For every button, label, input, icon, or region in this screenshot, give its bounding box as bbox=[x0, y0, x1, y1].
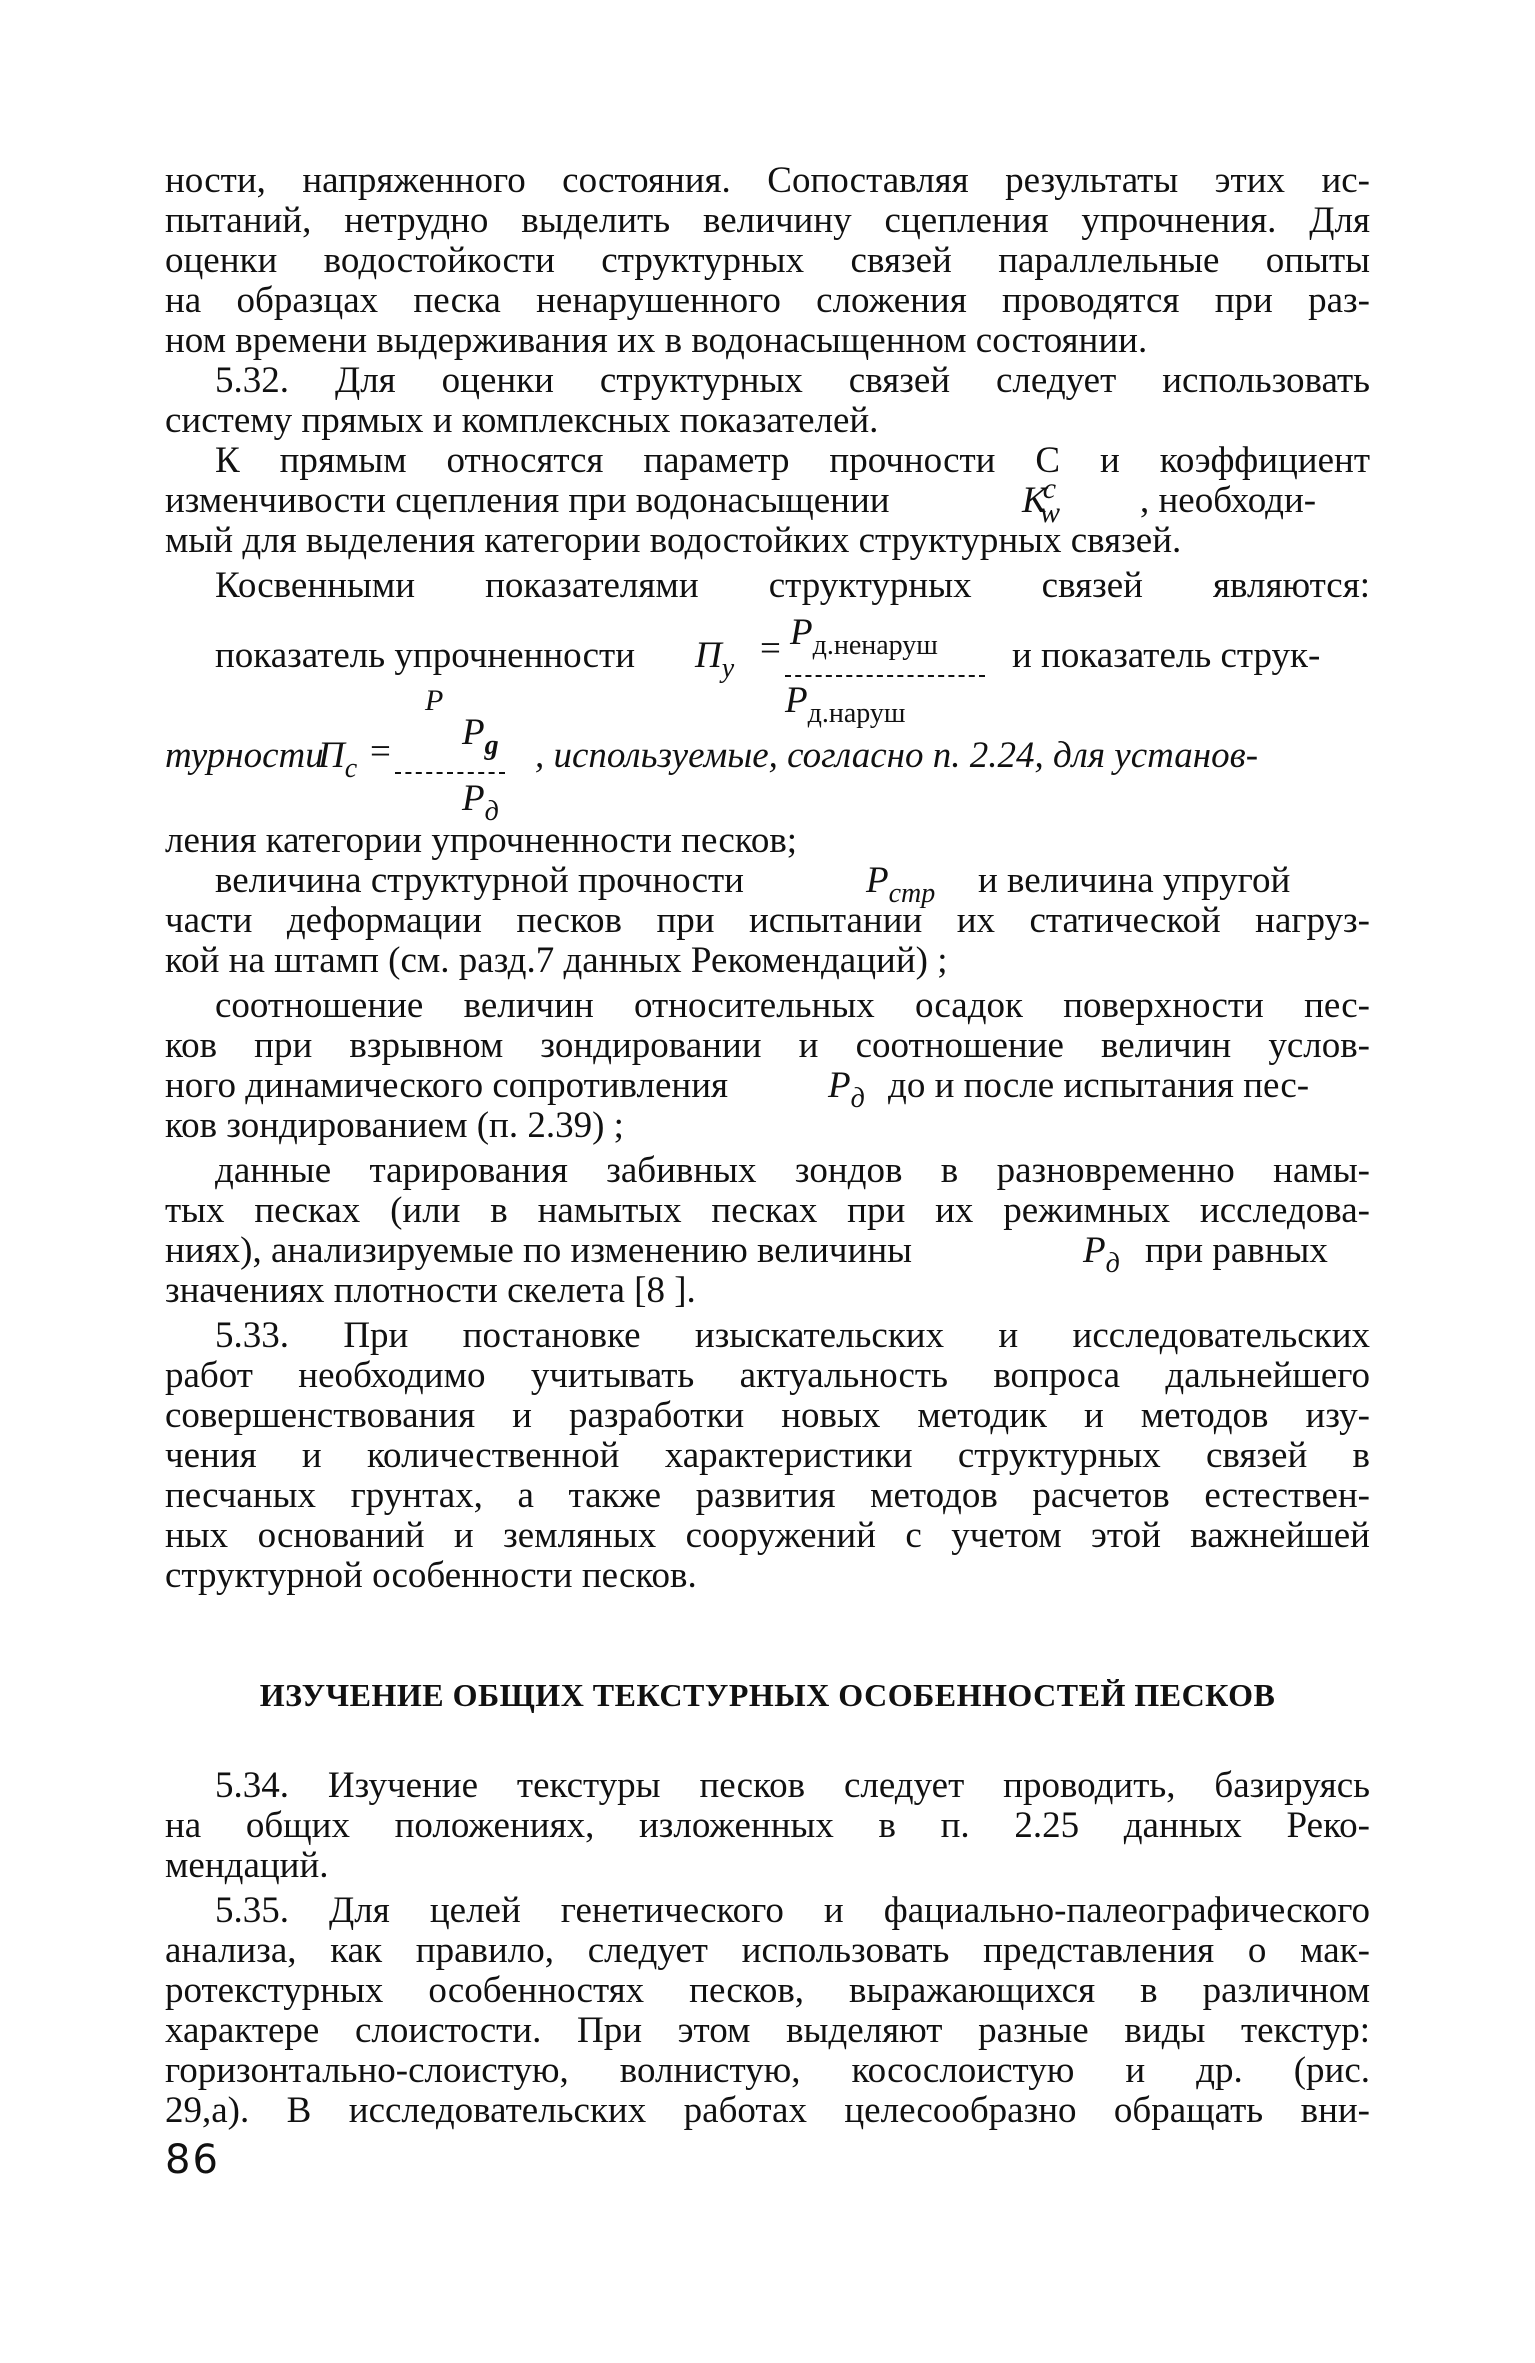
text-line: мендаций. bbox=[165, 1845, 329, 1886]
text-line: ном времени выдерживания их в водонасыщенном состоянии. bbox=[165, 320, 1148, 361]
formula-symbol: $П_у$ bbox=[695, 635, 735, 684]
formula-numerator: $P_g$ bbox=[462, 712, 499, 761]
text-line: пытаний, нетрудно выделить величину сцепления упрочнения. Для bbox=[165, 200, 1370, 241]
text-line: ного динамического сопротивления bbox=[165, 1065, 729, 1106]
text-line: ротекстурных особенностях песков, выражающихся в различном bbox=[165, 1970, 1370, 2011]
text-line: горизонтально-слоистую, волнистую, косослоистую и др. (рис. bbox=[165, 2050, 1370, 2091]
text-line: 5.35. Для целей генетического и фациально-палеографического bbox=[215, 1890, 1370, 1931]
text-line: на образцах песка ненарушенного сложения проводятся при раз- bbox=[165, 280, 1370, 321]
text-line: ных оснований и земляных сооружений с учетом этой важнейшей bbox=[165, 1515, 1370, 1556]
text-line: кой на штамп (см. разд.7 данных Рекомендаций) ; bbox=[165, 940, 948, 981]
text-line: ности, напряженного состояния. Сопоставляя результаты этих ис- bbox=[165, 160, 1370, 201]
formula-symbol: $П_с$ bbox=[318, 735, 358, 784]
formula-prefix: турности bbox=[165, 735, 324, 776]
text-line: 5.33. При постановке изыскательских и исследовательских bbox=[215, 1315, 1370, 1356]
text-line: и величина упругой bbox=[978, 860, 1291, 901]
text-line: Косвенными показателями структурных связей являются: bbox=[215, 565, 1370, 606]
fraction-bar bbox=[395, 772, 505, 774]
text-line: мый для выделения категории водостойких структурных связей. bbox=[165, 520, 1182, 561]
formula-prefix: показатель упрочненности bbox=[215, 635, 635, 676]
page-number: 86 bbox=[165, 2137, 220, 2183]
text-line: ления категории упрочненности песков; bbox=[165, 820, 798, 861]
text-line: данные тарирования забивных зондов в разновременно намы- bbox=[215, 1150, 1370, 1191]
text-line: ков зондированием (п. 2.39) ; bbox=[165, 1105, 624, 1146]
formula-small-p: P bbox=[425, 684, 444, 717]
text-line: значениях плотности скелета [8 ]. bbox=[165, 1270, 696, 1311]
formula-suffix: и показатель струк- bbox=[1012, 635, 1321, 676]
formula-suffix: , используемые, согласно п. 2.24, для установ- bbox=[535, 735, 1259, 776]
text-line: чения и количественной характеристики структурных связей в bbox=[165, 1435, 1370, 1476]
text-line: структурной особенности песков. bbox=[165, 1555, 697, 1596]
text-line: работ необходимо учитывать актуальность вопроса дальнейшего bbox=[165, 1355, 1370, 1396]
pstr-symbol: $P_{стр}$ bbox=[866, 860, 936, 909]
text-line: песчаных грунтах, а также развития методов расчетов естествен- bbox=[165, 1475, 1370, 1516]
text-line: изменчивости сцепления при водонасыщении bbox=[165, 480, 890, 521]
text-line: оценки водостойкости структурных связей параллельные опыты bbox=[165, 240, 1370, 281]
text-line: части деформации песков при испытании их статической нагруз- bbox=[165, 900, 1370, 941]
text-line: 29,а). В исследовательских работах целесообразно обращать вни- bbox=[165, 2090, 1370, 2131]
text-line: соотношение величин относительных осадок поверхности пес- bbox=[215, 985, 1370, 1026]
formula-eq: = bbox=[370, 731, 391, 772]
formula-denominator: $P_д$ bbox=[462, 778, 499, 827]
text-line: тых песках (или в намытых песках при их режимных исследова- bbox=[165, 1190, 1370, 1231]
text-line: на общих положениях, изложенных в п. 2.25 данных Реко- bbox=[165, 1805, 1370, 1846]
formula-denominator: $P_{д.наруш}$ bbox=[785, 680, 906, 729]
fraction-bar bbox=[785, 675, 985, 677]
text-line: К прямым относятся параметр прочности С и коэффициент bbox=[215, 440, 1370, 481]
pd-symbol: $P_д$ bbox=[828, 1065, 865, 1114]
text-line: ниях), анализируемые по изменению величины bbox=[165, 1230, 912, 1271]
text-line: при равных bbox=[1145, 1230, 1328, 1271]
formula-eq: = bbox=[760, 628, 781, 669]
kw-symbol: $K^с_w$ bbox=[1022, 472, 1061, 529]
text-line: систему прямых и комплексных показателей. bbox=[165, 400, 879, 441]
text-line: величина структурной прочности bbox=[215, 860, 744, 901]
text-line: совершенствования и разработки новых методик и методов изу- bbox=[165, 1395, 1370, 1436]
text-line: 5.32. Для оценки структурных связей следует использовать bbox=[215, 360, 1370, 401]
section-heading: ИЗУЧЕНИЕ ОБЩИХ ТЕКСТУРНЫХ ОСОБЕННОСТЕЙ ПЕСКОВ bbox=[259, 1677, 1276, 1713]
text-line: , необходи- bbox=[1140, 480, 1317, 521]
text-line: характере слоистости. При этом выделяют разные виды текстур: bbox=[165, 2010, 1370, 2051]
text-line: анализа, как правило, следует использовать представления о мак- bbox=[165, 1930, 1370, 1971]
pd-symbol: $P_д$ bbox=[1083, 1230, 1120, 1279]
formula-numerator: $P_{д.ненаруш}$ bbox=[790, 612, 938, 661]
text-line: 5.34. Изучение текстуры песков следует проводить, базируясь bbox=[215, 1765, 1370, 1806]
text-line: до и после испытания пес- bbox=[888, 1065, 1310, 1106]
text-line: ков при взрывном зондировании и соотношение величин услов- bbox=[165, 1025, 1370, 1066]
